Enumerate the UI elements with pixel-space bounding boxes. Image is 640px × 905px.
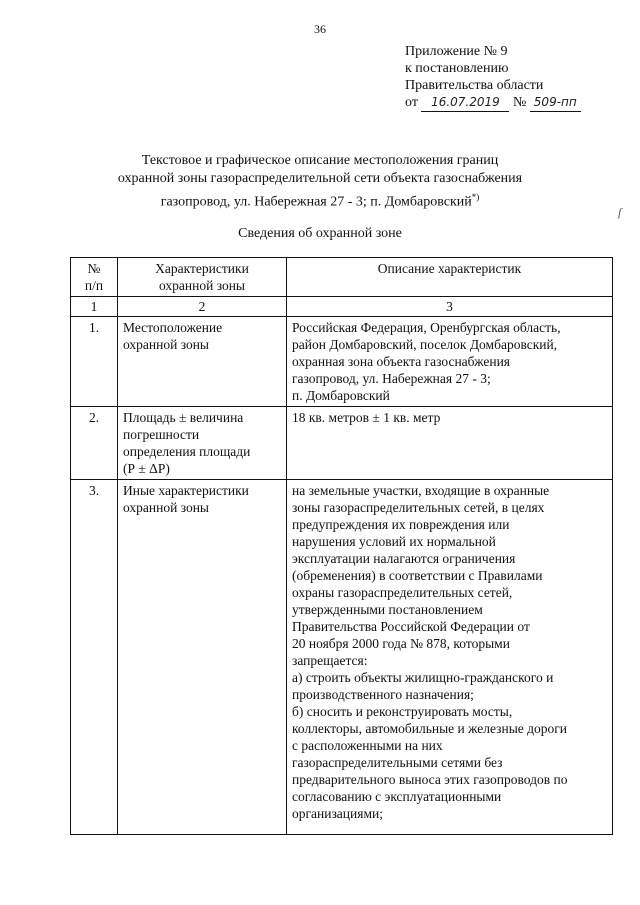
row-number: 3. [71,480,118,835]
table-row [71,407,613,480]
row-description: 18 кв. метров ± 1 кв. метр [287,407,613,480]
title-line-3-text: газопровод, ул. Набережная 27 - 3; п. Домбаровский [160,194,472,210]
column-number: 1 [71,297,118,317]
title-line-3 [80,188,560,212]
appendix-block [405,43,581,112]
table-row [71,480,613,835]
handwritten-number: 509-пп [530,94,581,112]
row-number: 1. [71,317,118,407]
handwritten-date: 16.07.2019 [421,94,509,112]
stray-pen-mark: ſ [618,205,622,219]
table-row [71,317,613,407]
row-number: 2. [71,407,118,480]
table-header-row [71,258,613,297]
row-characteristic: Местоположение охранной зоны [118,317,287,407]
zone-info-table [70,257,613,835]
appendix-line-3: Правительства области [405,78,544,93]
section-subtitle: Сведения об охранной зоне [238,226,402,241]
column-number: 2 [118,297,287,317]
header-characteristic: Характеристики охранной зоны [118,258,287,297]
appendix-date-line [405,94,581,112]
appendix-line-2: к постановлению [405,61,509,76]
header-description: Описание характеристик [287,258,613,297]
row-description: на земельные участки, входящие в охранные зоны газораспределительных сетей, в целях предупреждения их повреждения или нарушения условий их нормальной эксплуатации налагаются ограничения (обременения) в соответствии с Правилами охраны газораспределительных сетей, утвержденными постановлением Правительства Российской Федерации от 20 ноября 2000 года № 878, которыми запрещается: а) строить объекты жилищно-гражданского и производственного назначения; б) сносить и реконструировать мосты, коллекторы, автомобильные и железные дороги с расположенными на них газораспределительными сетями без предварительного выноса этих газопроводов по согласованию с эксплуатационными организациями; [287,480,613,835]
footnote-mark: *) [471,192,480,202]
header-number: № п/п [71,258,118,297]
row-characteristic: Иные характеристики охранной зоны [118,480,287,835]
column-number-row [71,297,613,317]
number-prefix: № [512,95,527,110]
page-number: 36 [314,22,326,36]
title-line-2: охранной зоны газораспределительной сети объекта газоснабжения [117,171,523,186]
appendix-line-1: Приложение № 9 [405,44,508,59]
title-line-1: Текстовое и графическое описание местоположения границ [141,153,499,168]
document-title [80,152,560,212]
row-description: Российская Федерация, Оренбургская область, район Домбаровский, поселок Домбаровский, охранная зона объекта газоснабжения газопровод, ул. Набережная 27 - 3; п. Домбаровский [287,317,613,407]
row-characteristic: Площадь ± величина погрешности определения площади (Р ± ΔР) [118,407,287,480]
date-prefix: от [405,95,418,110]
column-number: 3 [287,297,613,317]
